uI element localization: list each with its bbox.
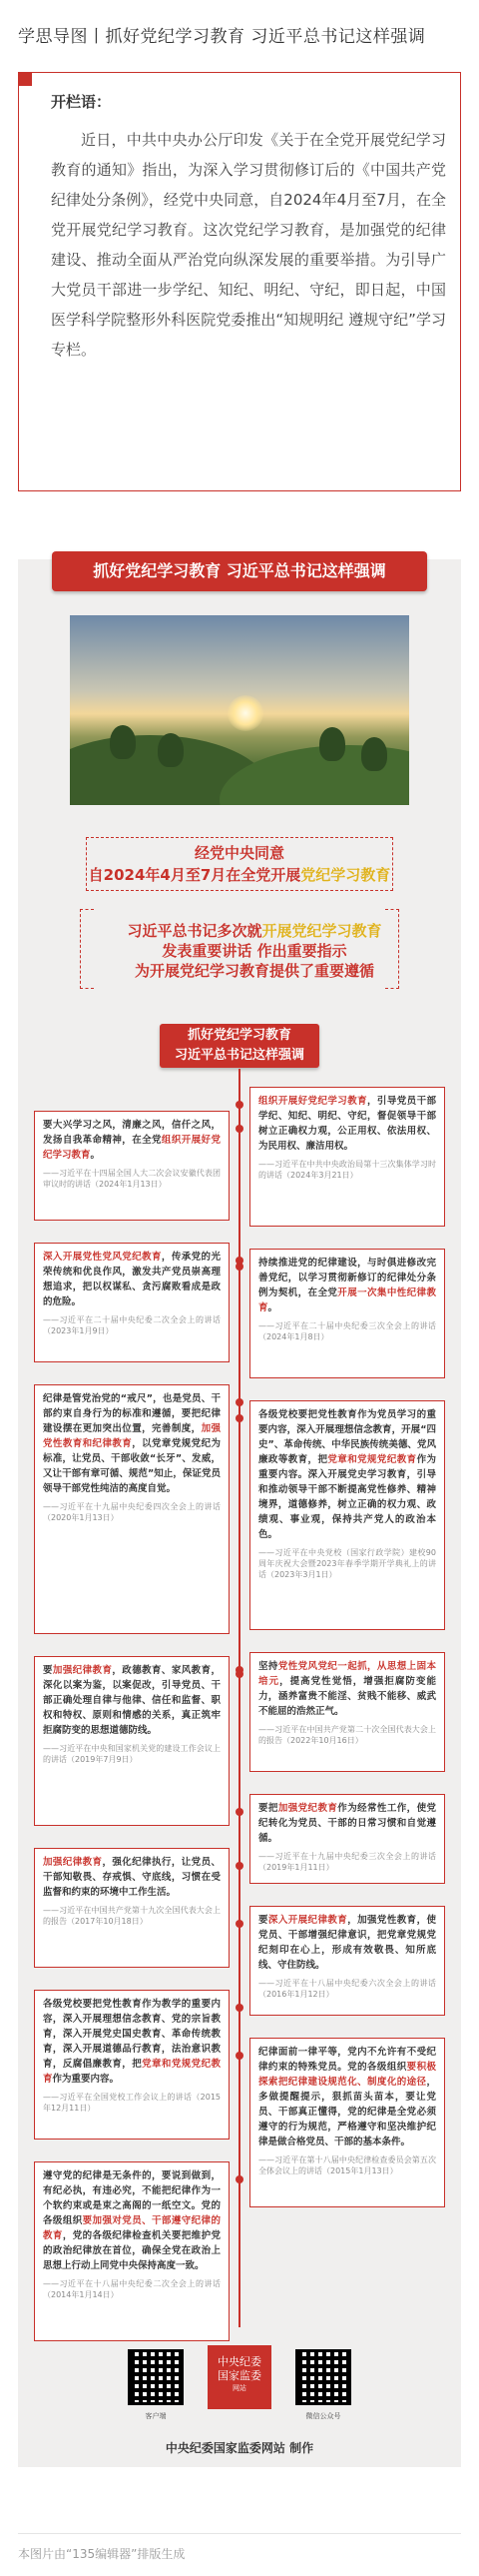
card-body (43, 1997, 221, 2087)
hero-image (70, 615, 409, 805)
card-source: ——习近平在中央和国家机关党的建设工作会议上的讲话（2019年7月9日） (43, 1744, 221, 1764)
timeline-dot (236, 1920, 243, 1928)
right-timeline-card (249, 1087, 445, 1227)
card-text-post: ，传承党的光荣传统和优良作风，激发共产党员崇高理想追求，把以权谋私、贪污腐败看成是政的危险。 (43, 1252, 221, 1307)
card-source: ——习近平在中国共产党第二十次全国代表大会上的报告（2022年10月16日） (258, 1725, 436, 1745)
card-body (43, 1118, 221, 1163)
card-text-post: ，政德教育、家风教育，深化以案为鉴，以案促改，引导党员、干部正确处理自律与他律、信任和监督、职权和特权、原则和情感的关系，真正筑牢拒腐防变的思想道德防线。 (43, 1665, 221, 1736)
approval-line-2-prefix: 自2024年4月至7月在全党开展 (88, 866, 301, 884)
timeline-dot (236, 1808, 243, 1816)
card-text-post: ，提高党性觉悟，增强拒腐防变能力，涵养富贵不能淫、贫贱不能移、威武不能屈的浩然正气。 (258, 1676, 436, 1717)
qr-label-right: 微信公众号 (305, 2412, 341, 2420)
card-text-pre: 纪律面前一律平等，党内不允许有不受纪律约束的特殊党员。党的各级组织 (258, 2047, 436, 2073)
card-body (43, 1855, 221, 1900)
card-text-red: 党章和党规党纪教育 (43, 2059, 221, 2085)
intro-box (18, 72, 461, 491)
card-body (43, 1663, 221, 1738)
xi-heading-line-1-prefix: 习近平总书记多次就 (127, 922, 262, 940)
footer-divider (18, 2533, 461, 2534)
card-text-post: ，党的各级纪律检查机关要把维护党的政治纪律放在首位，确保全党在政治上思想上行动上同党中央保持高度一致。 (43, 2230, 221, 2271)
poster-banner: 抓好党纪学习教育 习近平总书记这样强调 (52, 551, 427, 591)
right-timeline-card (249, 2038, 445, 2207)
xi-heading-line-3: 为开展党纪学习教育提供了重要遵循 (134, 962, 374, 980)
approval-box (86, 837, 393, 891)
card-body (258, 1801, 436, 1846)
card-text-pre: 遵守党的纪律是无条件的，要说到做到，有纪必执，有违必究，不能把纪律作为一个软约束或是束之高阁的一纸空文。党的各级组织 (43, 2170, 221, 2226)
intro-label: 开栏语： (51, 93, 112, 111)
card-text-red: 深入开展党性党风党纪教育 (43, 1252, 162, 1263)
left-timeline-card (34, 1990, 230, 2140)
left-timeline-card (34, 2161, 230, 2341)
poster-footer (18, 2337, 461, 2467)
xi-heading-line-2: 发表重要讲话 作出重要指示 (162, 942, 347, 960)
tree-graphic (361, 737, 387, 771)
card-body (43, 2168, 221, 2273)
left-timeline-card (34, 1656, 230, 1826)
card-source: ——习近平在十九届中央纪委四次全会上的讲话（2020年1月13日） (43, 1502, 221, 1522)
bracket-left (80, 909, 94, 989)
card-source: ——习近平在二十届中央纪委二次全会上的讲话（2023年1月9日） (43, 1315, 221, 1335)
card-source: ——习近平在中央党校（国家行政学院）建校90周年庆祝大会暨2023年春季学期开学典礼上的讲话（2023年3月1日） (258, 1548, 436, 1579)
card-source: ——习近平在十四届全国人大二次会议安徽代表团审议时的讲话（2024年1月13日） (43, 1169, 221, 1189)
timeline-dot (236, 2004, 243, 2012)
left-timeline-card (34, 1848, 230, 1968)
card-source: ——习近平在十八届中央纪委二次全会上的讲话（2014年1月14日） (43, 2279, 221, 2299)
tree-graphic (319, 727, 345, 761)
card-text-pre: 各级党校要把党性教育作为教学的重要内容，深入开展理想信念教育、党的宗旨教育，深入开展党史国史教育、革命传统教育，深入开展道德品行教育，法治意识教育，反腐倡廉教育，把 (43, 1999, 221, 2070)
card-text-pre: 要大兴学习之风，清廉之风，信仟之风，发扬自我革命精神，在全党 (43, 1120, 221, 1146)
sub-banner-line-2: 习近平总书记这样强调 (174, 1048, 304, 1063)
xi-heading (110, 921, 399, 981)
approval-line-1: 经党中央同意 (194, 844, 284, 862)
card-text-post: ，以党章党规党纪为标准，让党员、干部收敛“长牙”、发威，又让干部有章可循、规范”知止，保证党员领导干部党性纯洁的高度自觉。 (43, 1438, 221, 1494)
approval-line-2 (87, 864, 392, 886)
seal-line-3: 网站 (233, 2384, 246, 2392)
right-timeline-card (249, 1906, 445, 2016)
card-text-post: 。 (90, 1150, 101, 1161)
timeline-dot (236, 1414, 243, 1422)
card-source: ——习近平在十九届中央纪委三次全会上的讲话（2019年1月11日） (258, 1852, 436, 1872)
left-timeline-card (34, 1384, 230, 1634)
card-body (258, 1094, 436, 1154)
timeline-dot (236, 1862, 243, 1870)
right-timeline-card (249, 1794, 445, 1884)
card-body (43, 1250, 221, 1309)
seal-line-1: 中央纪委 (218, 2355, 261, 2368)
left-timeline-card (34, 1111, 230, 1221)
card-text-post: 。 (267, 1302, 278, 1313)
sun-graphic (228, 695, 263, 731)
card-source: ——习近平在十八届中央纪委六次全会上的讲话（2016年1月12日） (258, 1979, 436, 1999)
card-text-pre: 坚持 (258, 1661, 278, 1672)
card-text-pre: 要 (43, 1665, 53, 1676)
intro-text: 近日，中共中央办公厅印发《关于在全党开展党纪学习教育的通知》指出，为深入学习贯彻修订后的《中国共产党纪律处分条例》，经党中央同意，自2024年4月至7月，在全党开展党纪学习教育。这次党纪学习教育，是加强党的纪律建设、推动全面从严治党向纵深发展的重要举措。为引导广大党员干部进一步学纪、知纪、明纪、守纪，即日起，中国医学科学院整形外科医院党委推出“知规明纪 遵规守纪”学习专栏。 (51, 131, 446, 359)
card-text-pre: 纪律是管党治党的“戒尺”，也是党员、干部约束自身行为的标准和遵循，要把纪律建设摆在更加突出位置，完善制度， (43, 1393, 221, 1434)
timeline-dot (236, 2175, 243, 2183)
card-source: ——习近平在中共中央政治局第十三次集体学习时的讲话（2024年3月21日） (258, 1160, 436, 1180)
timeline-dot (236, 1257, 243, 1265)
card-text-pre: 持续推进党的纪律建设，与时俱进修改完善党纪，以学习贯彻新修订的纪律处分条例为契机，在全党 (258, 1258, 436, 1298)
card-text-red: 组织开展好党纪学习教育 (258, 1096, 368, 1107)
qr-code-left (128, 2349, 184, 2405)
card-body (258, 1407, 436, 1542)
seal-line-2: 国家监委 (218, 2369, 261, 2382)
card-text-post: ，强化纪律执行，让党员、干部知敬畏、存戒惧、守底线，习惯在受监督和约束的环境中工作生活。 (43, 1857, 221, 1898)
card-body (258, 1913, 436, 1973)
left-timeline-card (34, 1243, 230, 1362)
logo-seal (208, 2345, 271, 2409)
card-source: ——习近平在第十八届中央纪律检查委员会第五次全体会议上的讲话（2015年1月13日） (258, 2155, 436, 2175)
card-text-pre: 要 (258, 1915, 268, 1926)
card-text-red: 组织开展好党纪学习教育 (43, 1135, 221, 1161)
timeline-dot (236, 2052, 243, 2060)
card-source: ——习近平在中国共产党第十九次全国代表大会上的报告（2017年10月18日） (43, 1906, 221, 1926)
card-text-post: ，加强党性教育，使党员、干部增强纪律意识，把党章党规党纪刻印在心上，形成有效敬畏、知所底线、守住防线。 (258, 1915, 436, 1971)
corner-decoration (18, 72, 32, 86)
page-title: 学思导图丨抓好党纪学习教育 习近平总书记这样强调 (18, 27, 426, 47)
card-body (258, 2045, 436, 2149)
card-text-pre: 各级党校要把党性教育作为党员学习的重要内容，深入开展理想信念教育，开展“四史”、革命传统、中华民族传统美德、党风廉政等教育，把 (258, 1409, 436, 1465)
approval-highlight: 党纪学习教育 (300, 866, 391, 884)
card-text-red: 加强纪律教育 (52, 1665, 113, 1676)
card-text-red: 党章和党规党纪教育 (327, 1454, 417, 1465)
card-text-red: 要积极探索把纪律建设规范化、制度化的途径 (258, 2062, 436, 2088)
card-text-post: ，多做提醒提示，狠抓苗头苗本，要让党员、干部真正懂得，党的纪律是全党必须遵守的行为规范，严格遵守和坚决维护纪律是做合格党员、干部的基本条件。 (258, 2077, 436, 2147)
right-timeline-card (249, 1652, 445, 1772)
card-text-pre: 要把 (258, 1803, 278, 1814)
card-text-red: 开展一次集中性纪律教育 (258, 1288, 436, 1313)
card-text-post: 作为重要内容。深入开展党史学习教育，引导和推动领导干部不断提高党性修养、精神境界，道德修养，树立正确的权力观、政绩观、事业观，保持共产党人的政治本色。 (258, 1454, 436, 1540)
qr-code-right (295, 2349, 351, 2405)
card-text-red: 深入开展纪律教育 (267, 1915, 348, 1926)
card-text-red: 要加强对党员、干部遵守纪律的教育 (43, 2215, 221, 2241)
tree-graphic (110, 725, 136, 759)
right-timeline-card (249, 1400, 445, 1630)
timeline-dot (236, 1398, 243, 1406)
timeline-dot (236, 1125, 243, 1133)
right-timeline-card (249, 1249, 445, 1378)
card-body (43, 1391, 221, 1496)
page-footer: 本图片由“135编辑器”排版生成 (18, 2547, 186, 2561)
card-body (258, 1256, 436, 1315)
card-text-post: ，引导党员干部学纪、知纪、明纪、守纪，督促领导干部树立正确权力观，公正用权、依法用权、为民用权、廉洁用权。 (258, 1096, 436, 1152)
card-source: ——习近平在全国党校工作会议上的讲话（2015年12月11日） (43, 2093, 221, 2113)
card-body (258, 1659, 436, 1719)
card-text-post: 作为重要内容。 (52, 2074, 120, 2085)
card-text-red: 加强纪律教育 (43, 1857, 103, 1868)
tree-graphic (158, 733, 184, 767)
sub-banner-line-1: 抓好党纪学习教育 (187, 1028, 291, 1043)
xi-heading-highlight: 开展党纪学习教育 (261, 922, 382, 940)
card-text-red: 加强党纪教育 (277, 1803, 338, 1814)
card-source: ——习近平在二十届中央纪委三次全会上的讲话（2024年1月8日） (258, 1321, 436, 1341)
qr-label-left: 客户端 (145, 2412, 167, 2420)
card-text-red: 加强党性教育和纪律教育 (43, 1423, 221, 1449)
card-text-red: 党性党风党纪一起抓，从思想上固本培元 (258, 1661, 436, 1687)
timeline-dot (236, 1670, 243, 1678)
card-text-post: 作为经常性工作，使党纪转化为党员、干部的日常习惯和自觉遵循。 (258, 1803, 436, 1844)
xi-heading-line-1 (110, 921, 399, 941)
producer-credit: 中央纪委国家监委网站 制作 (165, 2441, 314, 2455)
sub-banner (160, 1024, 319, 1068)
timeline-dot (236, 1101, 243, 1109)
